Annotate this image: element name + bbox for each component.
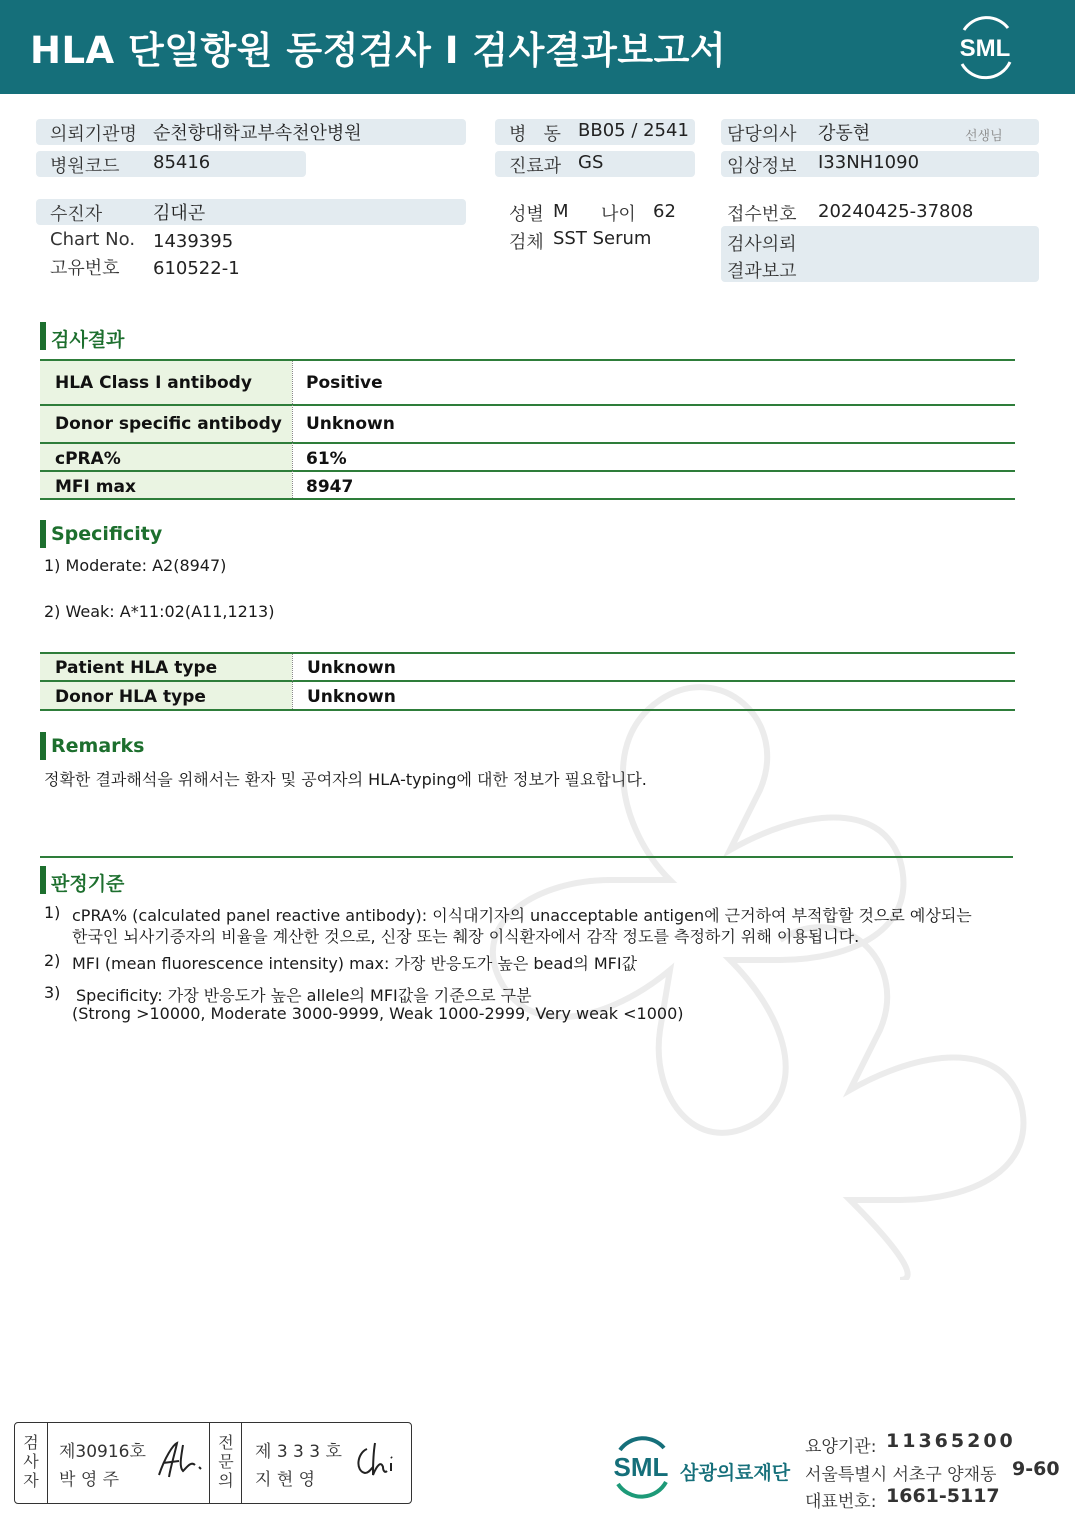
reception-label: 접수번호 (727, 204, 797, 225)
institution-label: 의뢰기관명 (50, 124, 137, 145)
report-title: HLA 단일항원 동정검사 I 검사결과보고서 (30, 29, 727, 72)
svg-text:SML: SML (959, 35, 1011, 62)
stamp-divider (47, 1423, 48, 1503)
specialist-vertical-label: 전 문 의 (218, 1433, 234, 1490)
ward-value: BB05 / 2541 (578, 120, 689, 141)
examiner-name: 박 영 주 (59, 1470, 120, 1490)
care-label: 요양기관: (805, 1437, 877, 1457)
dept-value: GS (578, 152, 604, 173)
criteria-num: 2) (44, 951, 61, 970)
phone-label: 대표번호: (805, 1492, 877, 1512)
specialist-name: 지 현 영 (255, 1470, 316, 1490)
hla-bottom-rule (40, 709, 1015, 711)
result-value: Unknown (306, 414, 395, 434)
specificity-item: 2) Weak: A*11:02(A11,1213) (44, 602, 275, 621)
remarks-title: Remarks (51, 735, 145, 757)
stamp-divider (209, 1423, 210, 1503)
institution-value: 순천향대학교부속천안병원 (153, 123, 362, 144)
criteria-line: 한국인 뇌사기증자의 비율을 계산한 것으로, 신장 또는 췌장 이식환자에서 감작 정도를 측정하기 위해 이용됩니다. (72, 927, 860, 946)
criteria-section-bar (40, 866, 46, 894)
specificity-section-bar (40, 520, 46, 548)
dept-label: 진료과 (509, 156, 562, 177)
examiner-signature-icon (155, 1437, 205, 1483)
hla-value: Unknown (307, 687, 396, 707)
stamp-divider (241, 1423, 242, 1503)
criteria-num: 1) (44, 903, 61, 922)
request-label: 검사의뢰 (727, 234, 797, 255)
criteria-num: 3) (44, 983, 61, 1002)
doctor-value: 강동현 (818, 123, 871, 144)
results-bottom-rule (40, 498, 1015, 500)
unique-value: 610522-1 (153, 258, 240, 279)
remarks-text: 정확한 결과해석을 위해서는 환자 및 공여자의 HLA-typing에 대한 정보가 필요합니다. (44, 770, 647, 789)
patient-value: 김대곤 (153, 203, 206, 224)
clinical-label: 임상정보 (727, 156, 797, 177)
chart-value: 1439395 (153, 231, 234, 252)
examiner-license: 제30916호 (59, 1442, 146, 1462)
examiner-vertical-label: 검 사 자 (23, 1433, 39, 1490)
result-value: Positive (306, 373, 383, 393)
specialist-signature-icon (351, 1437, 401, 1483)
org-name: 삼광의료재단 (680, 1462, 791, 1484)
result-key: HLA Class I antibody (55, 373, 252, 393)
sml-logo-icon (952, 14, 1018, 80)
criteria-title: 판정기준 (51, 873, 125, 895)
specificity-item: 1) Moderate: A2(8947) (44, 556, 227, 575)
hla-value: Unknown (307, 658, 396, 678)
sex-value: M (553, 201, 569, 222)
result-key: MFI max (55, 477, 136, 497)
hospital-code-value: 85416 (153, 152, 211, 173)
specialist-license: 제 3 3 3 호 (255, 1442, 342, 1462)
hla-key: Patient HLA type (55, 658, 218, 678)
ward-label: 병 동 (509, 124, 561, 145)
hospital-code-label: 병원코드 (50, 156, 120, 177)
result-value: 8947 (306, 477, 354, 497)
unique-label: 고유번호 (50, 258, 120, 279)
clinical-value: I33NH1090 (818, 152, 920, 173)
remarks-section-bar (40, 732, 46, 760)
sex-label: 성별 (509, 204, 544, 225)
results-section-bar (40, 322, 46, 350)
patient-label: 수진자 (50, 204, 103, 225)
sml-footer-logo-icon (606, 1432, 676, 1502)
results-divider (292, 361, 293, 498)
age-value: 62 (653, 201, 676, 222)
doctor-label: 담당의사 (727, 124, 797, 145)
signature-box (14, 1422, 412, 1504)
criteria-line: cPRA% (calculated panel reactive antibody): 이식대기자의 unacceptable antigen에 근거하여 부적합할 것으로 예상되는 (72, 906, 972, 925)
result-key: Donor specific antibody (55, 414, 282, 434)
reception-value: 20240425-37808 (818, 201, 974, 222)
criteria-line: Specificity: 가장 반응도가 높은 allele의 MFI값을 기준으로 구분 (76, 986, 532, 1005)
doctor-suffix: 선생님 (965, 129, 1003, 144)
chart-label: Chart No. (50, 229, 136, 250)
age-label: 나이 (601, 204, 636, 225)
hla-divider (292, 654, 293, 709)
phone-number: 1661-5117 (886, 1485, 1000, 1507)
criteria-top-rule (40, 856, 1013, 858)
results-title: 검사결과 (51, 329, 125, 351)
criteria-line: MFI (mean fluorescence intensity) max: 가장 반응도가 높은 bead의 MFI값 (72, 954, 638, 973)
address-number: 9-60 (1012, 1458, 1060, 1480)
report-header (0, 0, 1075, 94)
specimen-value: SST Serum (553, 228, 652, 249)
criteria-line: (Strong >10000, Moderate 3000-9999, Weak 1000-2999, Very weak <1000) (72, 1004, 684, 1023)
result-value: 61% (306, 449, 347, 469)
care-number: 11365200 (886, 1430, 1016, 1452)
hla-key: Donor HLA type (55, 687, 206, 707)
report-label: 결과보고 (727, 261, 797, 282)
address: 서울특별시 서초구 양재동 (805, 1465, 1002, 1485)
result-key: cPRA% (55, 449, 121, 469)
specimen-label: 검체 (509, 232, 544, 253)
specificity-title: Specificity (51, 523, 163, 545)
svg-text:SML: SML (613, 1452, 669, 1482)
